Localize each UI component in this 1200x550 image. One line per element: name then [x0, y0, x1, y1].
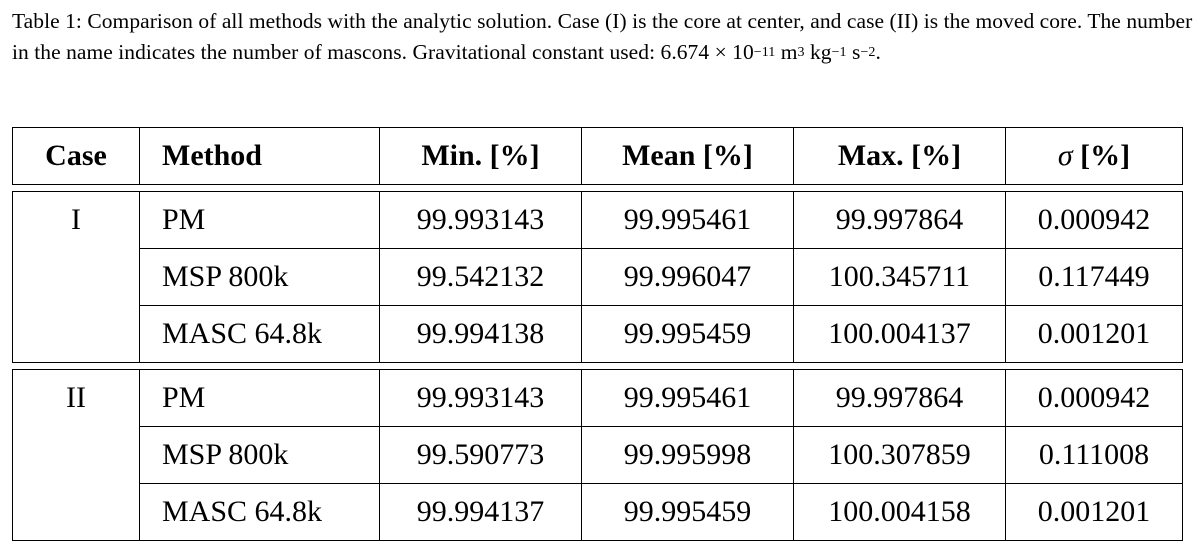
mean-cell: 99.995461 [582, 192, 794, 249]
mean-cell: 99.995459 [582, 306, 794, 363]
mean-cell: 99.995461 [582, 370, 794, 427]
method-cell: PM [140, 370, 380, 427]
method-cell: MASC 64.8k [140, 306, 380, 363]
min-cell: 99.994137 [380, 484, 582, 541]
max-cell: 99.997864 [794, 192, 1006, 249]
sigma-cell: 0.001201 [1006, 306, 1183, 363]
caption-exponent: −2 [860, 45, 876, 60]
sigma-cell: 0.001201 [1006, 484, 1183, 541]
sigma-unit: [%] [1072, 139, 1131, 172]
max-cell: 99.997864 [794, 370, 1006, 427]
table-row [13, 370, 1183, 427]
max-cell: 100.345711 [794, 249, 1006, 306]
results-table [12, 127, 1183, 541]
header-mean: Mean [%] [582, 128, 794, 185]
caption-exponent: −1 [831, 45, 847, 60]
min-cell: 99.590773 [380, 427, 582, 484]
header-case: Case [13, 128, 140, 185]
min-cell: 99.994138 [380, 306, 582, 363]
table-row [13, 306, 1183, 363]
sigma-symbol: σ [1057, 139, 1073, 172]
max-cell: 100.004158 [794, 484, 1006, 541]
method-cell: MASC 64.8k [140, 484, 380, 541]
header-row [13, 128, 1183, 185]
case-cell [13, 427, 140, 484]
header-min: Min. [%] [380, 128, 582, 185]
case-cell: II [13, 370, 140, 427]
table-row [13, 484, 1183, 541]
sigma-cell: 0.111008 [1006, 427, 1183, 484]
table-caption [12, 6, 1194, 68]
mean-cell: 99.995998 [582, 427, 794, 484]
caption-text: Table 1: Comparison of all methods with the analytic solution. Case (I) is the core at center, and case (II) is the moved core. The number in the name indicates the number of mascons. Gravitational constant used: 6.674 × 10 [12, 9, 1193, 64]
method-cell: MSP 800k [140, 249, 380, 306]
sigma-cell: 0.000942 [1006, 192, 1183, 249]
caption-unit: m [775, 40, 798, 64]
table-row [13, 249, 1183, 306]
table-row [13, 192, 1183, 249]
case-cell [13, 484, 140, 541]
caption-exponent: −11 [753, 45, 776, 60]
caption-unit: s [846, 40, 861, 64]
sigma-cell: 0.000942 [1006, 370, 1183, 427]
method-cell: MSP 800k [140, 427, 380, 484]
caption-unit: kg [804, 40, 832, 64]
max-cell: 100.004137 [794, 306, 1006, 363]
case-cell [13, 306, 140, 363]
header-method: Method [140, 128, 380, 185]
table-row [13, 427, 1183, 484]
min-cell: 99.542132 [380, 249, 582, 306]
header-max: Max. [%] [794, 128, 1006, 185]
case-cell: I [13, 192, 140, 249]
header-sigma [1006, 128, 1183, 185]
case-cell [13, 249, 140, 306]
min-cell: 99.993143 [380, 192, 582, 249]
caption-exponent: 3 [797, 45, 805, 60]
min-cell: 99.993143 [380, 370, 582, 427]
max-cell: 100.307859 [794, 427, 1006, 484]
caption-end: . [875, 40, 881, 64]
mean-cell: 99.995459 [582, 484, 794, 541]
method-cell: PM [140, 192, 380, 249]
mean-cell: 99.996047 [582, 249, 794, 306]
sigma-cell: 0.117449 [1006, 249, 1183, 306]
